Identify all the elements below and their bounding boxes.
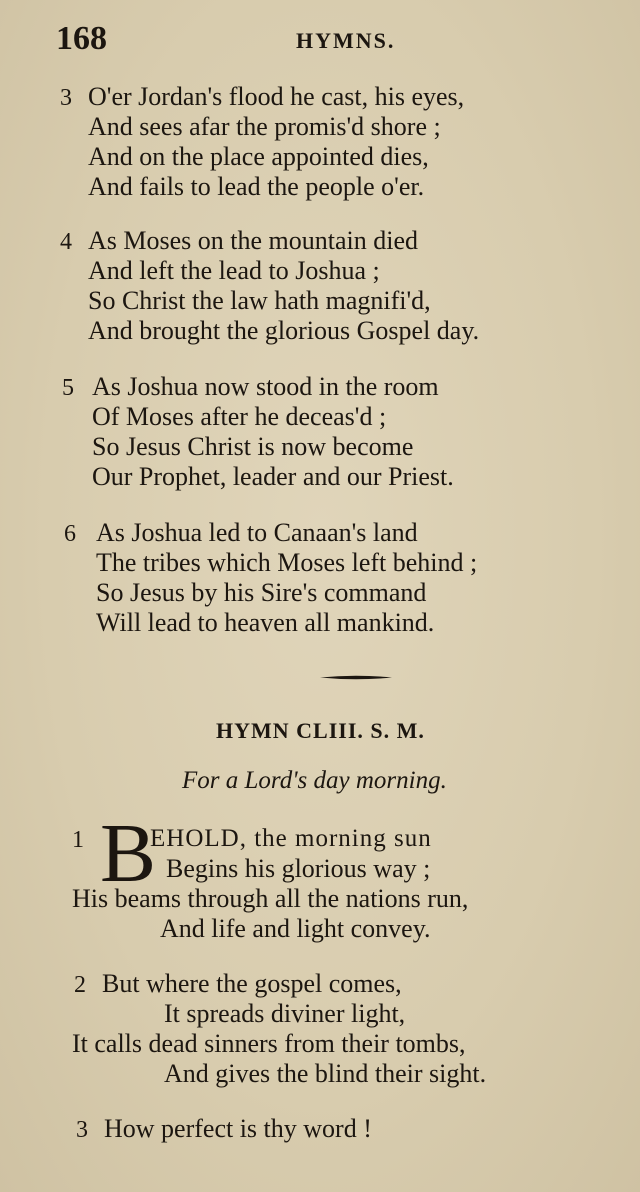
verse-line: So Christ the law hath magnifi'd, [88, 286, 431, 315]
verse-line: The tribes which Moses left behind ; [96, 548, 478, 577]
stanza-number: 6 [64, 521, 76, 547]
verse-line: Will lead to heaven all mankind. [96, 608, 435, 637]
verse-line: It spreads diviner light, [164, 999, 406, 1028]
verse-line: How perfect is thy word ! [104, 1114, 372, 1143]
page-header [0, 20, 640, 60]
verse-line: And life and light convey. [160, 914, 431, 943]
verse-line: And on the place appointed dies, [88, 142, 429, 171]
verse-line: It calls dead sinners from their tombs, [72, 1029, 466, 1058]
hymn-title: HYMN CLIII. S. M. [216, 718, 425, 743]
verse-number: 3 [76, 1117, 88, 1143]
verse-line: As Moses on the mountain died [88, 226, 419, 255]
verse-line: And fails to lead the people o'er. [88, 172, 425, 201]
stanza-number: 4 [60, 229, 72, 255]
running-head: HYMNS. [296, 28, 396, 53]
verse-number: 1 [72, 827, 84, 853]
verse-line: And gives the blind their sight. [164, 1059, 487, 1088]
verse-line: O'er Jordan's flood he cast, his eyes, [88, 82, 465, 111]
verse-line: Of Moses after he deceas'd ; [92, 402, 387, 431]
verse-line: Begins his glorious way ; [166, 854, 431, 883]
ornamental-rule [320, 675, 392, 680]
verse-line: As Joshua led to Canaan's land [96, 518, 418, 547]
verse-line: As Joshua now stood in the room [92, 372, 439, 401]
verse-line: So Jesus Christ is now become [92, 432, 414, 461]
drop-cap: B [100, 807, 157, 900]
verse-line: And sees afar the promis'd shore ; [88, 112, 441, 141]
verse-line: Our Prophet, leader and our Priest. [92, 462, 454, 491]
verse-number: 2 [74, 972, 86, 998]
verse-line: And left the lead to Joshua ; [88, 256, 380, 285]
verse-line: And brought the glorious Gospel day. [88, 316, 480, 345]
stanza-number: 3 [60, 85, 72, 111]
verse-line: But where the gospel comes, [102, 969, 402, 998]
verse-line: EHOLD, the morning sun [150, 825, 432, 852]
verse-line: So Jesus by his Sire's command [96, 578, 427, 607]
page-number: 168 [56, 20, 107, 57]
hymn-subtitle: For a Lord's day morning. [182, 767, 447, 794]
verse-line: His beams through all the nations run, [72, 884, 469, 913]
stanza-number: 5 [62, 375, 74, 401]
